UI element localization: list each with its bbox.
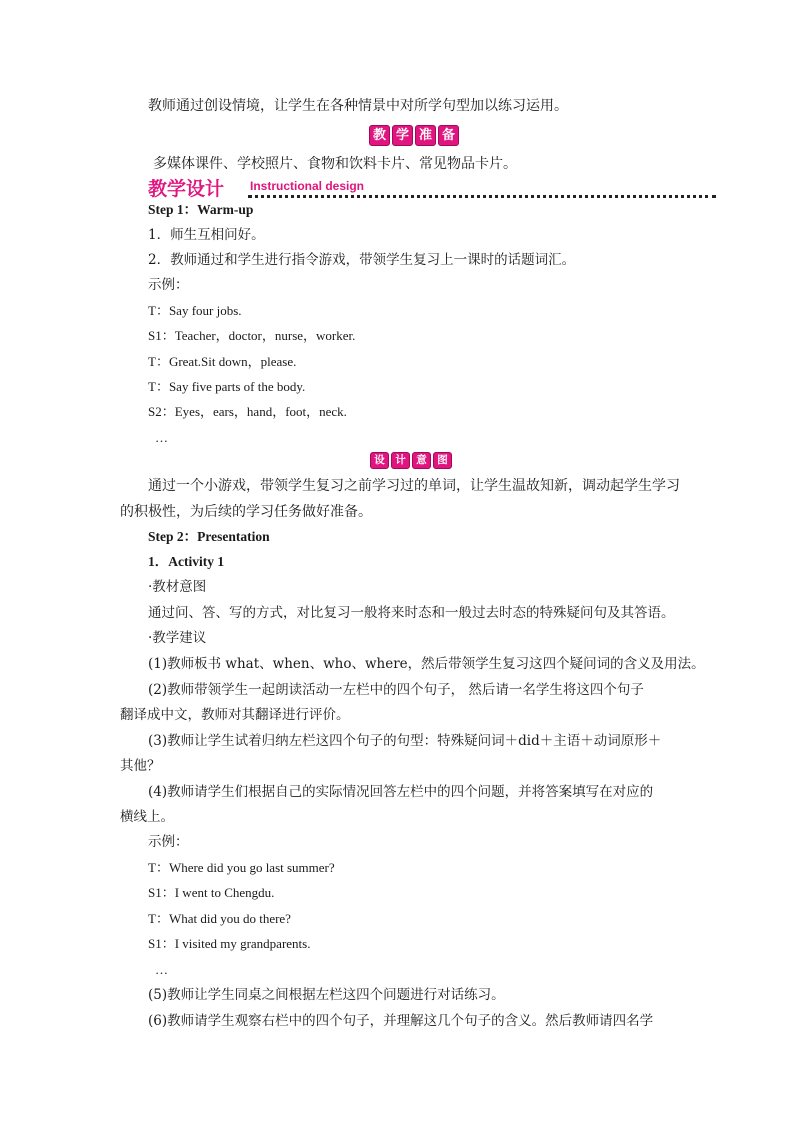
intro-text: 教师通过创设情境，让学生在各种情景中对所学句型加以练习运用。 bbox=[148, 98, 568, 114]
suggestion: 其他？ bbox=[120, 758, 161, 774]
intent-heading-char: 设 bbox=[370, 452, 389, 469]
prep-heading-char: 学 bbox=[392, 125, 413, 146]
design-heading-en: Instructional design bbox=[250, 179, 365, 193]
prep-text: 多媒体课件、学校照片、食物和饮料卡片、常见物品卡片。 bbox=[153, 156, 517, 172]
intent-text: 通过一个小游戏，带领学生复习之前学习过的单词，让学生温故知新，调动起学生学习 bbox=[148, 478, 680, 494]
suggestion: (5)教师让学生同桌之间根据左栏这四个问题进行对话练习。 bbox=[148, 987, 505, 1003]
step1-example-label: 示例： bbox=[148, 277, 189, 293]
dialog-line: T：What did you do there? bbox=[148, 911, 291, 926]
intent-heading bbox=[370, 452, 452, 469]
prep-heading-char: 准 bbox=[415, 125, 436, 146]
ellipsis: … bbox=[155, 962, 168, 977]
dialog-line: T：Great.Sit down，please. bbox=[148, 354, 297, 369]
suggestion: (4)教师请学生们根据自己的实际情况回答左栏中的四个问题，并将答案填写在对应的 bbox=[148, 784, 654, 800]
dialog-line: S1：Teacher，doctor，nurse，worker. bbox=[148, 328, 356, 343]
step1-title: Step 1：Warm-up bbox=[148, 202, 254, 217]
step2-title: Step 2：Presentation bbox=[148, 529, 270, 544]
prep-heading bbox=[369, 125, 459, 146]
material-label: ·教材意图 bbox=[148, 579, 207, 595]
suggestion: (2)教师带领学生一起朗读活动一左栏中的四个句子， 然后请一名学生将这四个句子 bbox=[148, 682, 644, 698]
suggestion: (6)教师请学生观察右栏中的四个句子，并理解这几个句子的含义。然后教师请四名学 bbox=[148, 1013, 654, 1029]
material-text: 通过问、答、写的方式，对比复习一般将来时态和一般过去时态的特殊疑问句及其答语。 bbox=[148, 605, 675, 621]
suggestion: (1)教师板书 what、when、who、where，然后带领学生复习这四个疑问词的含义及用法。 bbox=[148, 656, 705, 672]
dialog-line: S1：I visited my grandparents. bbox=[148, 936, 311, 951]
dialog-line: T：Say five parts of the body. bbox=[148, 379, 306, 394]
intent-heading-char: 计 bbox=[391, 452, 410, 469]
dialog-line: S1：I went to Chengdu. bbox=[148, 885, 275, 900]
intent-text: 的积极性，为后续的学习任务做好准备。 bbox=[120, 504, 372, 520]
intent-heading-char: 意 bbox=[412, 452, 431, 469]
intent-heading-char: 图 bbox=[433, 452, 452, 469]
suggestion: 翻译成中文，教师对其翻译进行评价。 bbox=[120, 707, 350, 723]
activity-title: 1．Activity 1 bbox=[148, 554, 225, 569]
suggestion: (3)教师让学生试着归纳左栏这四个句子的句型：特殊疑问词＋did＋主语＋动词原形＋ bbox=[148, 733, 662, 749]
step1-item: 1．师生互相问好。 bbox=[148, 227, 265, 243]
step1-item: 2．教师通过和学生进行指令游戏，带领学生复习上一课时的话题词汇。 bbox=[148, 252, 576, 268]
dialog-line: T：Where did you go last summer? bbox=[148, 860, 335, 875]
dotted-divider bbox=[248, 195, 716, 198]
dialog-line: S2：Eyes，ears，hand，foot，neck. bbox=[148, 404, 347, 419]
prep-heading-char: 备 bbox=[438, 125, 459, 146]
prep-heading-char: 教 bbox=[369, 125, 390, 146]
design-heading-cn: 教学设计 bbox=[148, 178, 225, 200]
design-heading bbox=[148, 177, 718, 203]
step2-example-label: 示例： bbox=[148, 834, 189, 850]
suggest-label: ·教学建议 bbox=[148, 630, 207, 646]
dialog-line: T：Say four jobs. bbox=[148, 303, 242, 318]
ellipsis: … bbox=[155, 430, 168, 445]
suggestion: 横线上。 bbox=[120, 809, 174, 825]
